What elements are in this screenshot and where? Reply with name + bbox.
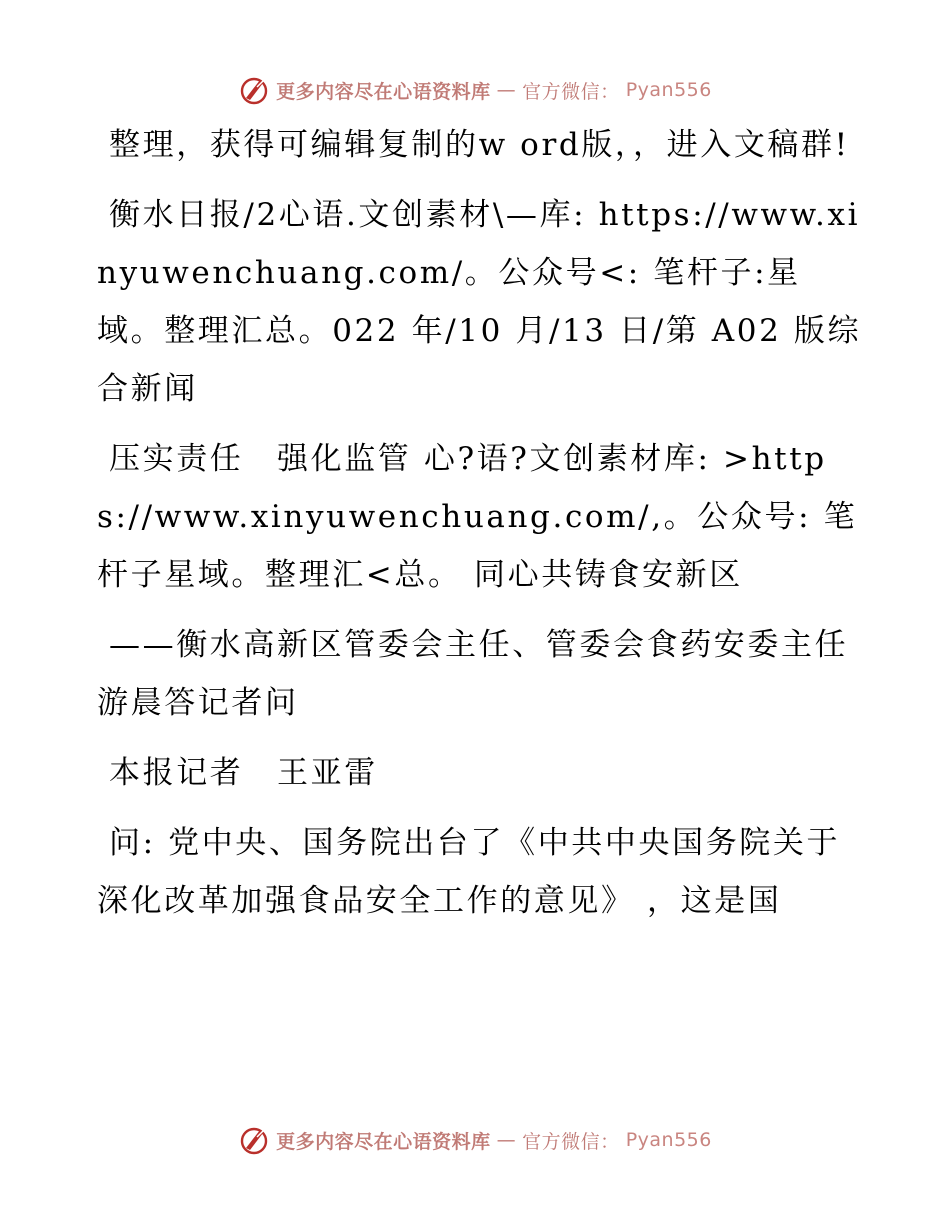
header-banner (0, 70, 950, 110)
quill-logo-icon (238, 74, 270, 106)
paragraph-6: 问: 党中央、国务院出台了《中共中央国务院关于深化改革加强食品安全工作的意见》 ，这是国 (97, 825, 841, 919)
banner-dash: — (496, 1129, 517, 1151)
banner-dash: — (496, 79, 517, 101)
banner-main-text: 更多内容尽在心语资料库 (276, 80, 491, 103)
banner-wechat-id: Pyan556 (625, 79, 712, 101)
document-body (97, 116, 867, 942)
banner-wechat-id: Pyan556 (625, 1129, 712, 1151)
paragraph-4: ——衡水高新区管委会主任、管委会食药安委主任游晨答记者问 (97, 627, 849, 721)
paragraph-2: 衡水日报/2心语.文创素材\—库: https://www.xinyuwenchuang.com/。公众号<: 笔杆子:星域。整理汇总。022 年/10 月/13 日/第 A02 版综合新闻 (97, 197, 862, 407)
paragraph-1: 整理，获得可编辑复制的w ord版，，进入文稿群! (109, 127, 850, 163)
footer-banner (0, 1120, 950, 1160)
quill-logo-icon (238, 1124, 270, 1156)
paragraph-5: 本报记者 王亚雷 (109, 755, 378, 791)
banner-main-text: 更多内容尽在心语资料库 (276, 1130, 491, 1153)
paragraph-3: 压实责任 强化监管 心?语?文创素材库: >https://www.xinyuwenchuang.com/,。公众号: 笔杆子星域。整理汇<总。 同心共铸食安新区 (97, 441, 858, 593)
banner-sub-text: 官方微信： (522, 1130, 620, 1153)
banner-sub-text: 官方微信： (522, 80, 620, 103)
